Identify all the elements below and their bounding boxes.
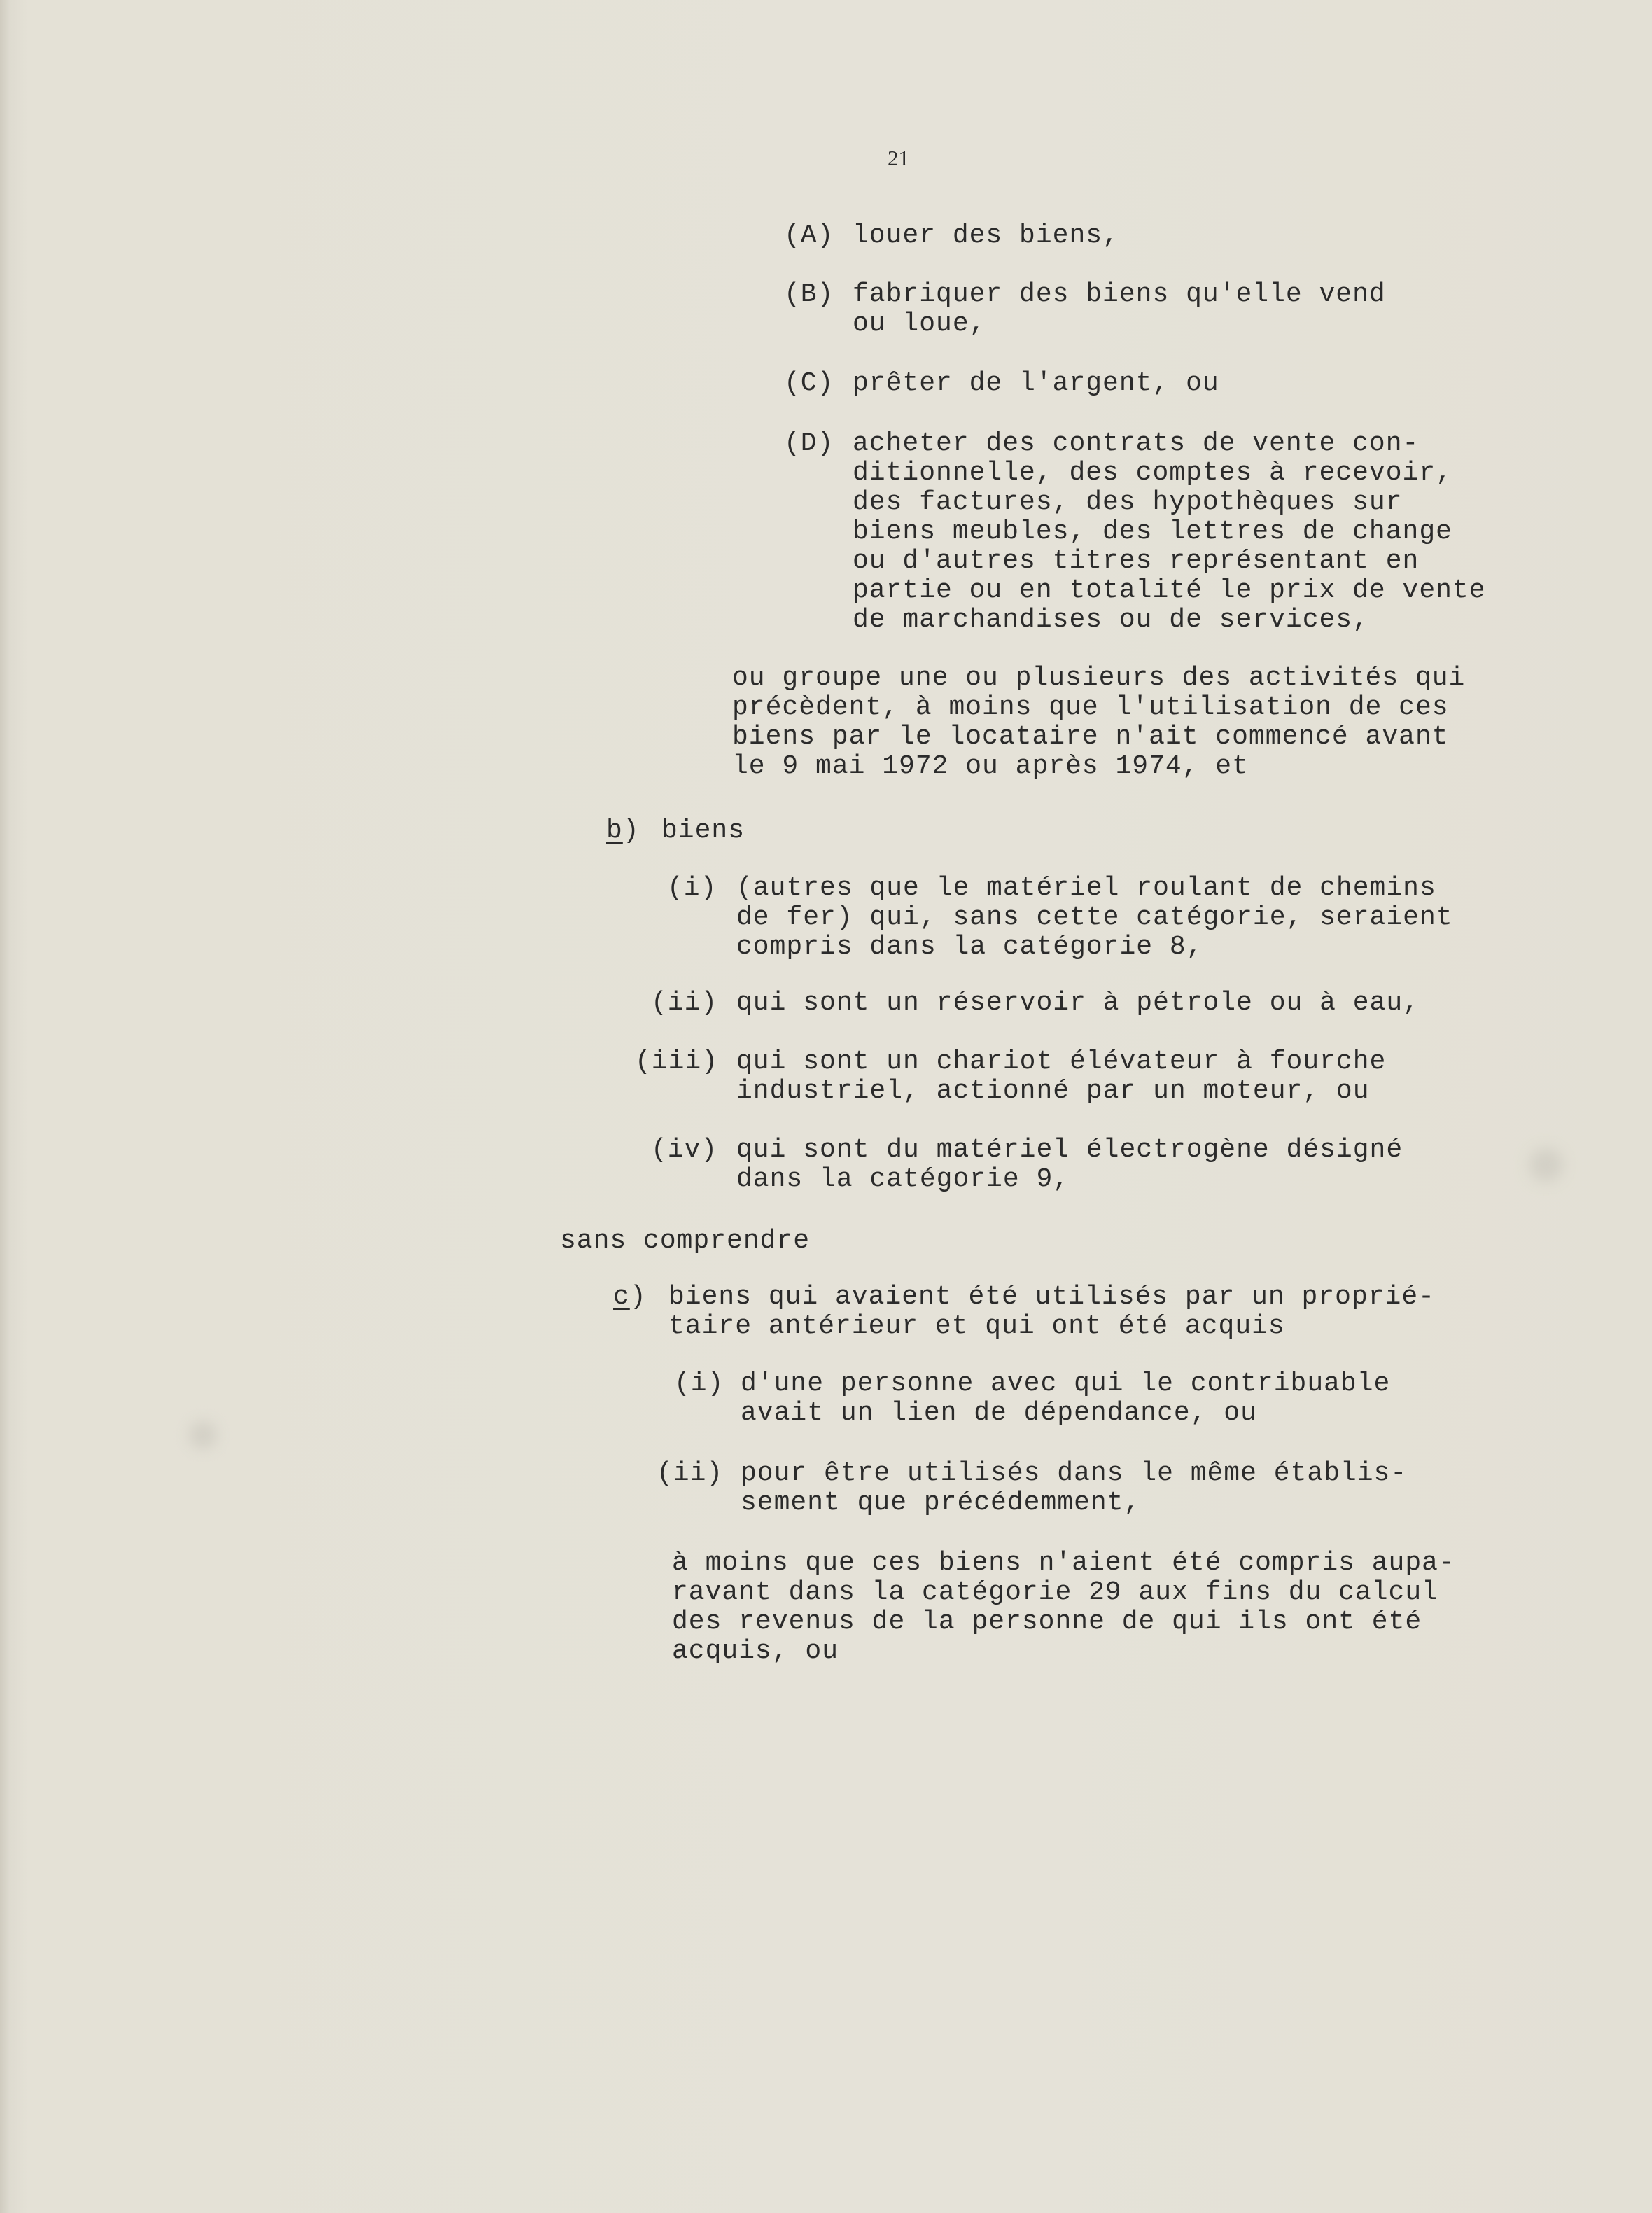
para-c-item-ii-label: (ii) (657, 1458, 724, 1488)
item-c-text: prêter de l'argent, ou (853, 368, 1219, 398)
item-c-label: (C) (784, 368, 834, 398)
para-c-letter: c (613, 1282, 630, 1312)
para-c-item-i-label: (i) (674, 1369, 724, 1399)
para-b-item-i-label: (i) (667, 873, 718, 903)
closing-paragraph-c: à moins que ces biens n'aient été compris aupa- ravant dans la catégorie 29 aux fins du calcul des revenus de la personne de qui ils ont été acquis, ou (672, 1548, 1455, 1666)
paper-stain (1530, 1148, 1563, 1182)
para-b-text: biens (662, 816, 746, 846)
para-b-item-iv-text: qui sont du matériel électrogène désigné dans la catégorie 9, (736, 1135, 1404, 1194)
para-b-item-iii-label: (iii) (635, 1047, 719, 1077)
closing-paragraph-a: ou groupe une ou plusieurs des activités qui précèdent, à moins que l'utilisation de ces biens par le locataire n'ait commencé avant le 9 mai 1972 ou après 1974, et (732, 663, 1466, 781)
item-a-label: (A) (784, 221, 834, 251)
item-b-text: fabriquer des biens qu'elle vend ou loue, (853, 279, 1386, 339)
para-c-label (613, 1283, 647, 1312)
para-b-paren: ) (622, 816, 640, 846)
para-c-item-ii-text: pour être utilisés dans le même établis- sement que précédemment, (741, 1458, 1408, 1518)
para-b-item-i-text: (autres que le matériel roulant de chemins de fer) qui, sans cette catégorie, seraient compris dans la catégorie 8, (736, 873, 1453, 962)
para-b-letter: b (606, 816, 623, 846)
para-b-item-ii-label: (ii) (651, 988, 718, 1018)
para-c-paren: ) (629, 1282, 647, 1312)
para-c-item-i-text: d'une personne avec qui le contribuable avait un lien de dépendance, ou (741, 1369, 1391, 1428)
para-c-text: biens qui avaient été utilisés par un proprié- taire antérieur et qui ont été acquis (668, 1282, 1435, 1341)
para-b-item-iv-label: (iv) (651, 1135, 718, 1165)
item-d-text: acheter des contrats de vente con- ditionnelle, des comptes à recevoir, des factures, des hypothèques sur biens meubles, des lettres de change ou d'autres titres représentant en partie ou en totalité le prix de vente de marchandises ou de services, (853, 428, 1486, 635)
sans-comprendre: sans comprendre (560, 1226, 811, 1256)
item-d-label: (D) (784, 428, 834, 459)
item-b-label: (B) (784, 279, 834, 309)
para-b-item-iii-text: qui sont un chariot élévateur à fourche industriel, actionné par un moteur, ou (736, 1047, 1387, 1106)
para-b-item-ii-text: qui sont un réservoir à pétrole ou à eau, (736, 988, 1420, 1018)
item-a-text: louer des biens, (853, 221, 1119, 251)
paper-stain (189, 1421, 217, 1449)
page-number: 21 (888, 146, 909, 170)
para-b-label (606, 816, 640, 846)
